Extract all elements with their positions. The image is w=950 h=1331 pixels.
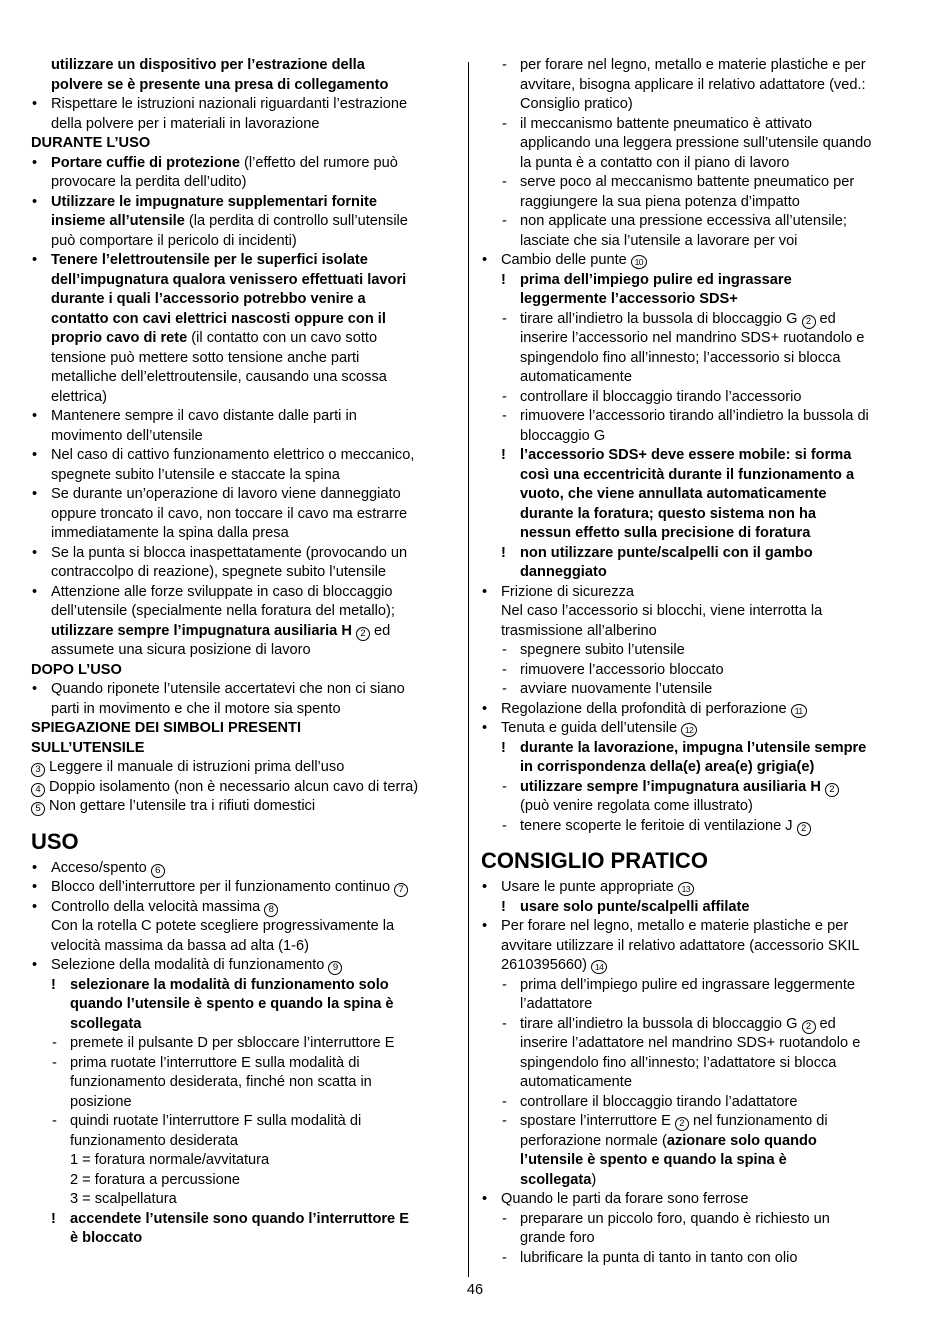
dash-item xyxy=(31,1054,459,1074)
text: inserire l’accessorio nel mandrino SDS+ ruotandolo e xyxy=(520,330,865,346)
text-line xyxy=(31,937,459,957)
text: spingendolo fino all’innesto; l’accessorio si blocca xyxy=(520,349,841,366)
column-divider xyxy=(468,62,469,1277)
bullet-item xyxy=(31,251,459,271)
bold-text: accendete l’utensile sono quando l’interruttore E xyxy=(70,1210,409,1227)
text: parti in movimento e che il motore sia spento xyxy=(51,700,341,717)
bold-text: DOPO L’USO xyxy=(31,661,122,678)
text-line xyxy=(481,290,909,310)
page-number: 46 xyxy=(466,1282,484,1298)
text: Quando le parti da forare sono ferrose xyxy=(501,1191,749,1207)
text-line xyxy=(31,995,459,1015)
text-line xyxy=(481,563,909,583)
bold-text: quando l’utensile è spento e quando la spina è xyxy=(70,996,394,1012)
text-line xyxy=(31,115,459,135)
text: Blocco dell’interruttore per il funzionamento continuo xyxy=(51,879,395,895)
text: metalliche dell’elettroutensile, causando una scossa xyxy=(51,369,387,385)
text-line xyxy=(31,368,459,388)
text: raggiungere la sua piena potenza d’impatto xyxy=(520,193,800,210)
dash-item xyxy=(481,976,909,996)
text-line xyxy=(481,1034,909,1054)
text: Mantenere sempre il cavo distante dalle parti in xyxy=(51,408,357,424)
text: Nel caso l’accessorio si blocchi, viene interrotta la xyxy=(501,603,823,619)
text: posizione xyxy=(70,1093,132,1110)
text: velocità massima da bassa ad alta (1-6) xyxy=(51,937,309,954)
bold-text: dell’impugnatura qualora venissero effettuati lavori xyxy=(51,271,407,288)
text: Cambio delle punte xyxy=(501,252,631,268)
bullet-item xyxy=(31,95,459,115)
text-line xyxy=(31,1171,459,1191)
text-line xyxy=(481,349,909,369)
text-line xyxy=(481,1229,909,1249)
text-line xyxy=(31,290,459,310)
bullet-item xyxy=(31,407,459,427)
text: 2 = foratura a percussione xyxy=(70,1171,240,1188)
bullet-item xyxy=(31,583,459,603)
text-line xyxy=(31,76,459,96)
text: per forare nel legno, metallo e materie plastiche e per xyxy=(520,57,866,73)
dash-item xyxy=(481,115,909,135)
text: prima dell’impiego pulire ed ingrassare leggermente xyxy=(520,976,856,993)
text-line xyxy=(31,661,459,681)
dash-item xyxy=(481,1210,909,1230)
text-line xyxy=(481,1073,909,1093)
text: ed xyxy=(815,1015,836,1032)
bold-text: l’utensile è spento e quando la spina è xyxy=(520,1152,787,1168)
bold-text: durante i quali l’accessorio potrebbo venire a xyxy=(51,291,366,307)
text: spingendolo fino all’innesto; l’adattatore si blocca xyxy=(520,1054,837,1071)
text-line xyxy=(31,1229,459,1249)
text: 1 = foratura normale/avvitatura xyxy=(70,1152,270,1168)
dash-item xyxy=(481,1249,909,1269)
bold-text: utilizzare sempre l’impugnatura ausiliaria H xyxy=(520,778,825,795)
warning-item xyxy=(481,898,909,918)
bullet-item xyxy=(481,583,909,603)
text-line xyxy=(31,466,459,486)
text: Leggere il manuale di istruzioni prima dell’uso xyxy=(45,759,345,775)
figure-reference-icon: 2 xyxy=(802,315,816,329)
text: preparare un piccolo foro, quando è richiesto un xyxy=(520,1210,830,1227)
figure-reference-icon: 8 xyxy=(264,903,278,917)
text: prima ruotate l’interruttore E sulla modalità di xyxy=(70,1054,360,1071)
text: Per forare nel legno, metallo e materie plastiche e per xyxy=(501,918,849,934)
dash-item xyxy=(481,56,909,76)
text-line xyxy=(31,310,459,330)
text: rimuovere l’accessorio bloccato xyxy=(520,661,724,678)
text: lasciate che sia l’utensile a lavorare per voi xyxy=(520,232,798,249)
bold-text: è bloccato xyxy=(70,1230,143,1246)
bullet-item xyxy=(31,859,459,879)
bullet-item xyxy=(31,544,459,564)
bold-text: prima dell’impiego pulire ed ingrassare xyxy=(520,271,792,288)
text: Attenzione alle forze sviluppate in caso di bloccaggio xyxy=(51,583,393,600)
text: movimento dell’utensile xyxy=(51,427,203,444)
text: Acceso/spento xyxy=(51,859,151,876)
text-line xyxy=(31,1093,459,1113)
dash-item xyxy=(481,1015,909,1035)
text-line xyxy=(31,505,459,525)
bullet-item xyxy=(31,878,459,898)
text-line xyxy=(481,485,909,505)
warning-item xyxy=(31,976,459,996)
bullet-item xyxy=(481,1190,909,1210)
bullet-item xyxy=(481,878,909,898)
text: controllare il bloccaggio tirando l’adattatore xyxy=(520,1093,798,1110)
bold-text: polvere se è presente una presa di collegamento xyxy=(51,76,389,93)
text: spegnere subito l’utensile xyxy=(520,642,685,658)
text-line xyxy=(31,56,459,76)
text: (l’effetto del rumore può xyxy=(239,154,398,171)
text-line xyxy=(481,95,909,115)
dash-item xyxy=(481,212,909,232)
text-line xyxy=(481,622,909,642)
text-line xyxy=(481,995,909,1015)
text-line xyxy=(31,329,459,349)
text-line xyxy=(31,917,459,937)
warning-item xyxy=(31,1210,459,1230)
text-line xyxy=(31,622,459,642)
text-line xyxy=(481,758,909,778)
text: spegnete subito l’utensile e staccate la spina xyxy=(51,466,340,483)
bold-text: così una eccentricità durante il funzionamento a xyxy=(520,466,855,483)
text: CONSIGLIO PRATICO xyxy=(481,848,708,873)
bold-text: SULL’UTENSILE xyxy=(31,739,145,756)
text-line xyxy=(31,797,459,817)
text: inserire l’adattatore nel mandrino SDS+ ruotandolo e xyxy=(520,1035,861,1051)
text-line xyxy=(31,271,459,291)
bullet-item xyxy=(31,680,459,700)
bold-text: insieme all’utensile xyxy=(51,213,185,229)
text-line xyxy=(31,427,459,447)
text: Controllo della velocità massima xyxy=(51,898,265,915)
bullet-item xyxy=(481,700,909,720)
text-line xyxy=(481,1171,909,1191)
bullet-item xyxy=(481,917,909,937)
text: controllare il bloccaggio tirando l’accessorio xyxy=(520,388,802,405)
text: avviare nuovamente l’utensile xyxy=(520,681,713,697)
text-line xyxy=(31,719,459,739)
text: funzionamento desiderata xyxy=(70,1132,238,1149)
text-line xyxy=(31,739,459,759)
text-line xyxy=(481,937,909,957)
text: Con la rotella C potete scegliere progressivamente la xyxy=(51,918,395,934)
text-line xyxy=(31,1015,459,1035)
bold-text: Portare cuffie di protezione xyxy=(51,154,240,171)
text-line xyxy=(481,1054,909,1074)
figure-reference-icon: 5 xyxy=(31,802,45,816)
warning-item xyxy=(481,446,909,466)
bold-text: vuoto, che viene annullata automaticamente xyxy=(520,486,827,502)
figure-reference-icon: 13 xyxy=(678,882,694,896)
figure-reference-icon: 14 xyxy=(591,960,607,974)
text: Frizione di sicurezza xyxy=(501,583,635,600)
text-line xyxy=(481,329,909,349)
bold-text: nessun effetto sulla precisione di foratura xyxy=(520,525,811,541)
left-column xyxy=(31,56,459,1249)
text-line xyxy=(481,368,909,388)
bold-text: l’accessorio SDS+ deve essere mobile: si forma xyxy=(520,447,852,463)
bold-text: proprio cavo di rete xyxy=(51,330,188,346)
text: Non gettare l’utensile tra i rifiuti domestici xyxy=(45,798,316,814)
dash-item xyxy=(481,407,909,427)
figure-reference-icon: 7 xyxy=(394,883,408,897)
bold-text: leggermente l’accessorio SDS+ xyxy=(520,291,738,307)
dash-item xyxy=(481,641,909,661)
text-line xyxy=(31,134,459,154)
text: il meccanismo battente pneumatico è attivato xyxy=(520,115,813,132)
figure-reference-icon: 2 xyxy=(356,627,370,641)
text-line xyxy=(481,505,909,525)
figure-reference-icon: 3 xyxy=(31,763,45,777)
text-line xyxy=(481,1151,909,1171)
dash-item xyxy=(481,388,909,408)
bullet-item xyxy=(31,898,459,918)
text-line xyxy=(481,466,909,486)
text: Quando riponete l’utensile accertatevi che non ci siano xyxy=(51,681,405,697)
text: contraccolpo di reazione), spegnete subito l’utensile xyxy=(51,564,387,580)
bold-text: usare solo punte/scalpelli affilate xyxy=(520,898,750,915)
bullet-item xyxy=(31,446,459,466)
text-line xyxy=(481,1132,909,1152)
bold-text: scollegata xyxy=(520,1171,592,1188)
text-line xyxy=(31,173,459,193)
dash-item xyxy=(481,1112,909,1132)
text-line xyxy=(481,134,909,154)
figure-reference-icon: 2 xyxy=(675,1117,689,1131)
text: ) xyxy=(591,1171,597,1188)
text: tirare all’indietro la bussola di bloccaggio G xyxy=(520,310,802,327)
warning-item xyxy=(481,271,909,291)
bullet-item xyxy=(481,251,909,271)
text: grande foro xyxy=(520,1230,595,1246)
text: Rispettare le istruzioni nazionali riguardanti l’estrazione xyxy=(51,96,408,112)
text: Usare le punte appropriate xyxy=(501,879,678,895)
text: nel funzionamento di xyxy=(688,1113,828,1129)
text: (la perdita di controllo sull’utensile xyxy=(184,213,408,229)
bold-text: DURANTE L’USO xyxy=(31,135,151,151)
text: trasmissione all’alberino xyxy=(501,622,657,639)
text-line xyxy=(31,232,459,252)
text: tensione può mettere sotto tensione anche parti xyxy=(51,349,360,366)
text: la punta è a contatto con il piano di lavoro xyxy=(520,154,790,171)
text-line xyxy=(481,797,909,817)
bold-text: in corrispondenza della(e) area(e) grigia(e) xyxy=(520,759,815,775)
figure-reference-icon: 11 xyxy=(791,704,807,718)
bold-text: utilizzare sempre l’impugnatura ausiliaria H xyxy=(51,622,356,639)
text-line xyxy=(31,641,459,661)
text-line xyxy=(31,524,459,544)
text: spostare l’interruttore E xyxy=(520,1113,675,1129)
bullet-item xyxy=(481,719,909,739)
dash-item xyxy=(481,1093,909,1113)
bold-text: SPIEGAZIONE DEI SIMBOLI PRESENTI xyxy=(31,720,302,736)
text: tenere scoperte le feritoie di ventilazione J xyxy=(520,817,797,834)
text-line xyxy=(31,758,459,778)
warning-item xyxy=(481,544,909,564)
text-line xyxy=(481,76,909,96)
bold-text: Tenere l’elettroutensile per le superfici isolate xyxy=(51,252,368,268)
text: 3 = scalpellatura xyxy=(70,1191,177,1207)
text: applicando una leggera pressione sull’utensile quando xyxy=(520,135,872,151)
right-column xyxy=(481,56,909,1268)
bold-text: utilizzare un dispositivo per l’estrazione della xyxy=(51,57,365,73)
text: immediatamente la spina dalla presa xyxy=(51,525,289,541)
text: Selezione della modalità di funzionamento xyxy=(51,957,329,973)
text: serve poco al meccanismo battente pneumatico per xyxy=(520,174,855,190)
figure-reference-icon: 2 xyxy=(797,822,811,836)
text-line xyxy=(481,232,909,252)
figure-reference-icon: 2 xyxy=(802,1020,816,1034)
figure-reference-icon: 6 xyxy=(151,864,165,878)
text: Doppio isolamento (non è necessario alcun cavo di terra) xyxy=(45,778,419,795)
dash-item xyxy=(481,173,909,193)
warning-item xyxy=(481,739,909,759)
dash-item xyxy=(31,1034,459,1054)
text: dell’utensile (specialmente nella foratura del metallo); xyxy=(51,603,395,619)
text: elettrica) xyxy=(51,388,107,405)
figure-reference-icon: 4 xyxy=(31,783,45,797)
text: Se durante un’operazione di lavoro viene danneggiato xyxy=(51,486,401,502)
text-line xyxy=(31,1073,459,1093)
text: Nel caso di cattivo funzionamento elettrico o meccanico, xyxy=(51,447,415,463)
text: ed xyxy=(369,622,391,639)
text: assumete una sicura posizione di lavoro xyxy=(51,642,311,658)
text-line xyxy=(481,193,909,213)
bullet-item xyxy=(31,485,459,505)
text: provocare la perdita dell’udito) xyxy=(51,174,247,190)
dash-item xyxy=(481,661,909,681)
bold-text: azionare solo quando xyxy=(666,1132,817,1149)
text: 2610395660) xyxy=(501,957,592,973)
text: automaticamente xyxy=(520,369,632,385)
text-line xyxy=(31,212,459,232)
text-line xyxy=(481,956,909,976)
section-heading xyxy=(481,848,909,874)
bold-text: durante la lavorazione, impugna l’utensile sempre xyxy=(520,739,867,756)
figure-reference-icon: 12 xyxy=(681,723,697,737)
text: automaticamente xyxy=(520,1074,632,1090)
text-line xyxy=(31,563,459,583)
text-line xyxy=(31,778,459,798)
text: lubrificare la punta di tanto in tanto con olio xyxy=(520,1249,798,1266)
text: perforazione normale ( xyxy=(520,1132,667,1149)
text-line xyxy=(31,700,459,720)
text: Tenuta e guida dell’utensile xyxy=(501,720,682,736)
text-line xyxy=(31,1132,459,1152)
dash-item xyxy=(481,778,909,798)
bold-text: durante la foratura; questo sistema non ha xyxy=(520,505,816,522)
text: USO xyxy=(31,828,79,854)
figure-reference-icon: 10 xyxy=(631,255,647,269)
text: tirare all’indietro la bussola di bloccaggio G xyxy=(520,1015,802,1032)
text-line xyxy=(31,1151,459,1171)
dash-item xyxy=(481,680,909,700)
figure-reference-icon: 2 xyxy=(825,783,839,797)
figure-reference-icon: 9 xyxy=(328,961,342,975)
bold-text: scollegata xyxy=(70,1015,142,1032)
text-line xyxy=(481,602,909,622)
text-line xyxy=(481,524,909,544)
text: (può venire regolata come illustrato) xyxy=(520,798,753,814)
bold-text: selezionare la modalità di funzionamento solo xyxy=(70,976,389,993)
text-line xyxy=(31,602,459,622)
bold-text: contatto con cavi elettrici nascosti oppure con il xyxy=(51,310,386,327)
text: rimuovere l’accessorio tirando all’indietro la bussola di xyxy=(520,408,869,424)
text: avvitare, bisogna applicare il relativo adattatore (ved.: xyxy=(520,76,866,93)
dash-item xyxy=(481,817,909,837)
text-line xyxy=(31,388,459,408)
text-line xyxy=(31,1190,459,1210)
bold-text: Utilizzare le impugnature supplementari fornite xyxy=(51,193,377,210)
text: quindi ruotate l’interruttore F sulla modalità di xyxy=(70,1113,362,1129)
text: bloccaggio G xyxy=(520,427,606,444)
text: può comportare il pericolo di incidenti) xyxy=(51,232,297,249)
text-line xyxy=(481,154,909,174)
text: non applicate una pressione eccessiva all’utensile; xyxy=(520,213,847,229)
text: oppure troncato il cavo, non toccare il cavo ma estrarre xyxy=(51,505,408,522)
text: (il contatto con un cavo sotto xyxy=(187,330,378,346)
text: Consiglio pratico) xyxy=(520,96,633,112)
dash-item xyxy=(481,310,909,330)
bold-text: danneggiato xyxy=(520,564,607,580)
text-line xyxy=(31,349,459,369)
text: funzionamento desiderata, finché non scatta in xyxy=(70,1074,372,1090)
text: l’adattatore xyxy=(520,996,593,1012)
text: ed xyxy=(815,310,836,327)
dash-item xyxy=(31,1112,459,1132)
text-line xyxy=(481,427,909,447)
bullet-item xyxy=(31,154,459,174)
text: Se la punta si blocca inaspettatamente (provocando un xyxy=(51,544,408,561)
text: Regolazione della profondità di perforazione xyxy=(501,700,791,717)
text: della polvere per i materiali in lavorazione xyxy=(51,115,320,132)
section-heading xyxy=(31,829,459,855)
bullet-item xyxy=(31,193,459,213)
bullet-item xyxy=(31,956,459,976)
text: premete il pulsante D per sbloccare l’interruttore E xyxy=(70,1035,395,1051)
text: avvitare utilizzare il relativo adattatore (accessorio SKIL xyxy=(501,937,860,954)
bold-text: non utilizzare punte/scalpelli con il gambo xyxy=(520,544,813,561)
